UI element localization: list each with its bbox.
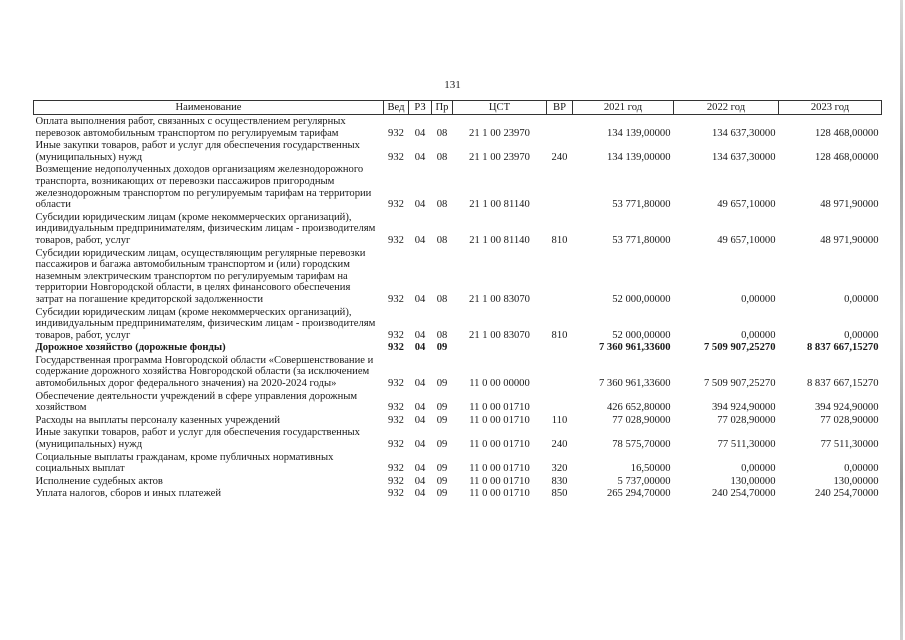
- cell-cst: 11 0 00 01710: [469, 414, 530, 426]
- cell-2022: 0,00000: [741, 293, 776, 305]
- cell-rz: 04: [414, 329, 426, 341]
- cell-cst: 21 1 00 23970: [469, 151, 530, 163]
- cell-rz: 04: [414, 342, 426, 354]
- cell-vr: [547, 354, 573, 390]
- cell-rz: 04: [414, 463, 426, 475]
- cell-rz: 04: [414, 414, 426, 426]
- cell-vr: 240: [551, 439, 568, 451]
- col-header-ved: Вед: [384, 101, 409, 115]
- cell-vr: 240: [551, 151, 568, 163]
- table-row: [34, 390, 882, 414]
- cell-pr: 09: [436, 439, 448, 451]
- cell-cst: 21 1 00 23970: [469, 127, 530, 139]
- page-number: 131: [444, 79, 461, 91]
- cell-name: Субсидии юридическим лицам (кроме некоммерческих организаций), индивидуальным предпринимателям, физическим лицам - производителям товаров, работ, услуг: [35, 211, 376, 246]
- table-row: [34, 139, 882, 163]
- cell-cst: [453, 341, 547, 354]
- table-row: [34, 354, 882, 390]
- col-header-2021: 2021 год: [573, 101, 674, 115]
- cell-2023: 77 028,90000: [820, 414, 879, 426]
- cell-rz: 04: [414, 151, 426, 163]
- cell-2022: 7 509 907,25270: [703, 342, 776, 354]
- cell-rz: 04: [414, 488, 426, 500]
- cell-ved: 932: [388, 151, 404, 163]
- cell-2021: 7 360 961,33600: [598, 378, 671, 390]
- cell-rz: 04: [414, 475, 426, 487]
- table-row: [34, 163, 882, 210]
- cell-2023: 48 971,90000: [820, 234, 879, 246]
- cell-pr: 08: [436, 329, 448, 341]
- cell-2021: 53 771,80000: [612, 234, 671, 246]
- cell-vr: [547, 115, 573, 140]
- cell-vr: 110: [551, 414, 568, 426]
- cell-2023: 0,00000: [844, 329, 879, 341]
- table-row: [34, 341, 882, 354]
- cell-name: Иные закупки товаров, работ и услуг для обеспечения государственных (муниципальных) нужд: [35, 427, 360, 451]
- cell-2023: 77 511,30000: [820, 439, 879, 451]
- cell-name: Иные закупки товаров, работ и услуг для обеспечения государственных (муниципальных) нужд: [35, 140, 360, 163]
- cell-pr: 09: [436, 488, 448, 500]
- cell-ved: 932: [388, 293, 404, 305]
- cell-vr: [547, 341, 573, 354]
- cell-pr: 08: [436, 127, 448, 139]
- cell-name: Уплата налогов, сборов и иных платежей: [35, 488, 222, 500]
- cell-pr: 08: [436, 234, 448, 246]
- cell-cst: 11 0 00 01710: [469, 463, 530, 475]
- cell-2022: 0,00000: [741, 463, 776, 475]
- cell-ved: 932: [388, 463, 404, 475]
- cell-pr: 09: [436, 463, 448, 475]
- cell-pr: 09: [436, 475, 448, 487]
- cell-rz: 04: [414, 127, 426, 139]
- cell-name: Оплата выполнения работ, связанных с осуществлением регулярных перевозок автомобильным транспортом по регулируемым тарифам: [35, 116, 346, 139]
- cell-name: Субсидии юридическим лицам (кроме некоммерческих организаций), индивидуальным предпринимателям, физическим лицам - производителям товаров, работ, услуг: [35, 306, 376, 341]
- cell-vr: [547, 390, 573, 414]
- table-row: [34, 115, 882, 140]
- col-header-name: Наименование: [34, 101, 384, 115]
- cell-2023: 394 924,90000: [814, 402, 879, 414]
- cell-2023: 8 837 667,15270: [806, 342, 879, 354]
- col-header-2023: 2023 год: [779, 101, 882, 115]
- cell-cst: 11 0 00 01710: [469, 402, 530, 414]
- cell-rz: 04: [414, 439, 426, 451]
- cell-rz: 04: [414, 402, 426, 414]
- cell-vr: [547, 247, 573, 306]
- cell-vr: 810: [551, 234, 568, 246]
- cell-2022: 49 657,10000: [717, 199, 776, 211]
- cell-2022: 240 254,70000: [711, 488, 776, 500]
- cell-pr: 08: [436, 151, 448, 163]
- cell-2021: 16,50000: [630, 463, 671, 475]
- cell-ved: 932: [388, 414, 404, 426]
- table-row: [34, 306, 882, 342]
- cell-name: Расходы на выплаты персоналу казенных учреждений: [35, 414, 280, 426]
- cell-ved: 932: [388, 439, 404, 451]
- col-header-2022: 2022 год: [674, 101, 779, 115]
- table-row: [34, 451, 882, 475]
- cell-2022: 77 028,90000: [717, 414, 776, 426]
- cell-cst: 11 0 00 00000: [469, 378, 530, 390]
- cell-2021: 77 028,90000: [612, 414, 671, 426]
- cell-vr: 850: [551, 488, 568, 500]
- cell-2021: 53 771,80000: [612, 199, 671, 211]
- cell-vr: 320: [551, 463, 568, 475]
- cell-2023: 0,00000: [844, 293, 879, 305]
- col-header-cst: ЦСТ: [453, 101, 547, 115]
- cell-2021: 134 139,00000: [606, 151, 671, 163]
- cell-2022: 0,00000: [741, 329, 776, 341]
- cell-2023: 0,00000: [844, 463, 879, 475]
- cell-2021: 426 652,80000: [606, 402, 671, 414]
- cell-2023: 240 254,70000: [814, 488, 879, 500]
- cell-2022: 130,00000: [730, 475, 776, 487]
- cell-2022: 49 657,10000: [717, 234, 776, 246]
- cell-pr: 09: [436, 414, 448, 426]
- cell-pr: 09: [436, 378, 448, 390]
- cell-pr: 08: [436, 293, 448, 305]
- cell-vr: [547, 163, 573, 210]
- cell-2023: 48 971,90000: [820, 199, 879, 211]
- cell-2023: 8 837 667,15270: [806, 378, 879, 390]
- cell-ved: 932: [388, 342, 404, 354]
- cell-rz: 04: [414, 199, 426, 211]
- cell-2021: 52 000,00000: [612, 329, 671, 341]
- cell-2023: 130,00000: [833, 475, 879, 487]
- col-header-pr: Пр: [432, 101, 453, 115]
- cell-ved: 932: [388, 329, 404, 341]
- col-header-rz: РЗ: [409, 101, 432, 115]
- cell-2022: 7 509 907,25270: [703, 378, 776, 390]
- cell-ved: 932: [388, 475, 404, 487]
- cell-pr: 08: [436, 199, 448, 211]
- cell-rz: 04: [414, 378, 426, 390]
- scan-edge: [900, 0, 903, 640]
- table-body: [34, 115, 882, 501]
- cell-cst: 11 0 00 01710: [469, 488, 530, 500]
- cell-2021: 5 737,00000: [617, 475, 671, 487]
- cell-cst: 21 1 00 83070: [469, 329, 530, 341]
- cell-2021: 265 294,70000: [606, 488, 671, 500]
- cell-2022: 394 924,90000: [711, 402, 776, 414]
- cell-rz: 04: [414, 234, 426, 246]
- cell-2021: 78 575,70000: [612, 439, 671, 451]
- cell-2023: 128 468,00000: [814, 127, 879, 139]
- col-header-vr: ВР: [547, 101, 573, 115]
- table-row: [34, 414, 882, 427]
- cell-name: Социальные выплаты гражданам, кроме публичных нормативных социальных выплат: [35, 451, 334, 475]
- cell-ved: 932: [388, 127, 404, 139]
- cell-2021: 7 360 961,33600: [598, 342, 671, 354]
- cell-name: Обеспечение деятельности учреждений в сфере управления дорожным хозяйством: [35, 390, 358, 414]
- cell-name: Субсидии юридическим лицам, осуществляющим регулярные перевозки пассажиров и багажа автомобильным транспортом и (или) городским наземным электрическим транспортом по регулируемым тарифам на территории Новгородской области, в целях финансового обеспечения затрат на погашение кредиторской задолженности: [35, 247, 366, 305]
- budget-table: [33, 100, 882, 500]
- cell-name: Дорожное хозяйство (дорожные фонды): [35, 342, 226, 354]
- table-row: [34, 475, 882, 488]
- cell-2022: 77 511,30000: [717, 439, 776, 451]
- cell-2022: 134 637,30000: [711, 151, 776, 163]
- cell-cst: 21 1 00 83070: [469, 293, 530, 305]
- cell-name: Исполнение судебных актов: [35, 475, 163, 487]
- cell-vr: 810: [551, 329, 568, 341]
- cell-pr: 09: [436, 402, 448, 414]
- table-header-row: [34, 101, 882, 115]
- cell-ved: 932: [388, 234, 404, 246]
- table-row: [34, 211, 882, 247]
- cell-name: Возмещение недополученных доходов организациям железнодорожного транспорта, возникающих от перевозки пассажиров пригородным железнодорожным транспортом по регулируемым тарифам на территории области: [35, 164, 372, 211]
- table-row: [34, 426, 882, 450]
- cell-2022: 134 637,30000: [711, 127, 776, 139]
- cell-cst: 11 0 00 01710: [469, 475, 530, 487]
- cell-2021: 134 139,00000: [606, 127, 671, 139]
- cell-rz: 04: [414, 293, 426, 305]
- cell-ved: 932: [388, 199, 404, 211]
- table-row: [34, 487, 882, 500]
- cell-pr: 09: [436, 342, 448, 354]
- cell-name: Государственная программа Новгородской области «Совершенствование и содержание дорожного хозяйства Новгородской области (за исключением автомобильных дорог федерального значения) на 2020-2024 годы»: [35, 354, 374, 390]
- cell-ved: 932: [388, 378, 404, 390]
- cell-ved: 932: [388, 488, 404, 500]
- cell-vr: 830: [551, 475, 568, 487]
- table-row: [34, 247, 882, 306]
- cell-cst: 11 0 00 01710: [469, 439, 530, 451]
- cell-ved: 932: [388, 402, 404, 414]
- cell-cst: 21 1 00 81140: [469, 234, 530, 246]
- cell-2021: 52 000,00000: [612, 293, 671, 305]
- cell-cst: 21 1 00 81140: [469, 199, 530, 211]
- cell-2023: 128 468,00000: [814, 151, 879, 163]
